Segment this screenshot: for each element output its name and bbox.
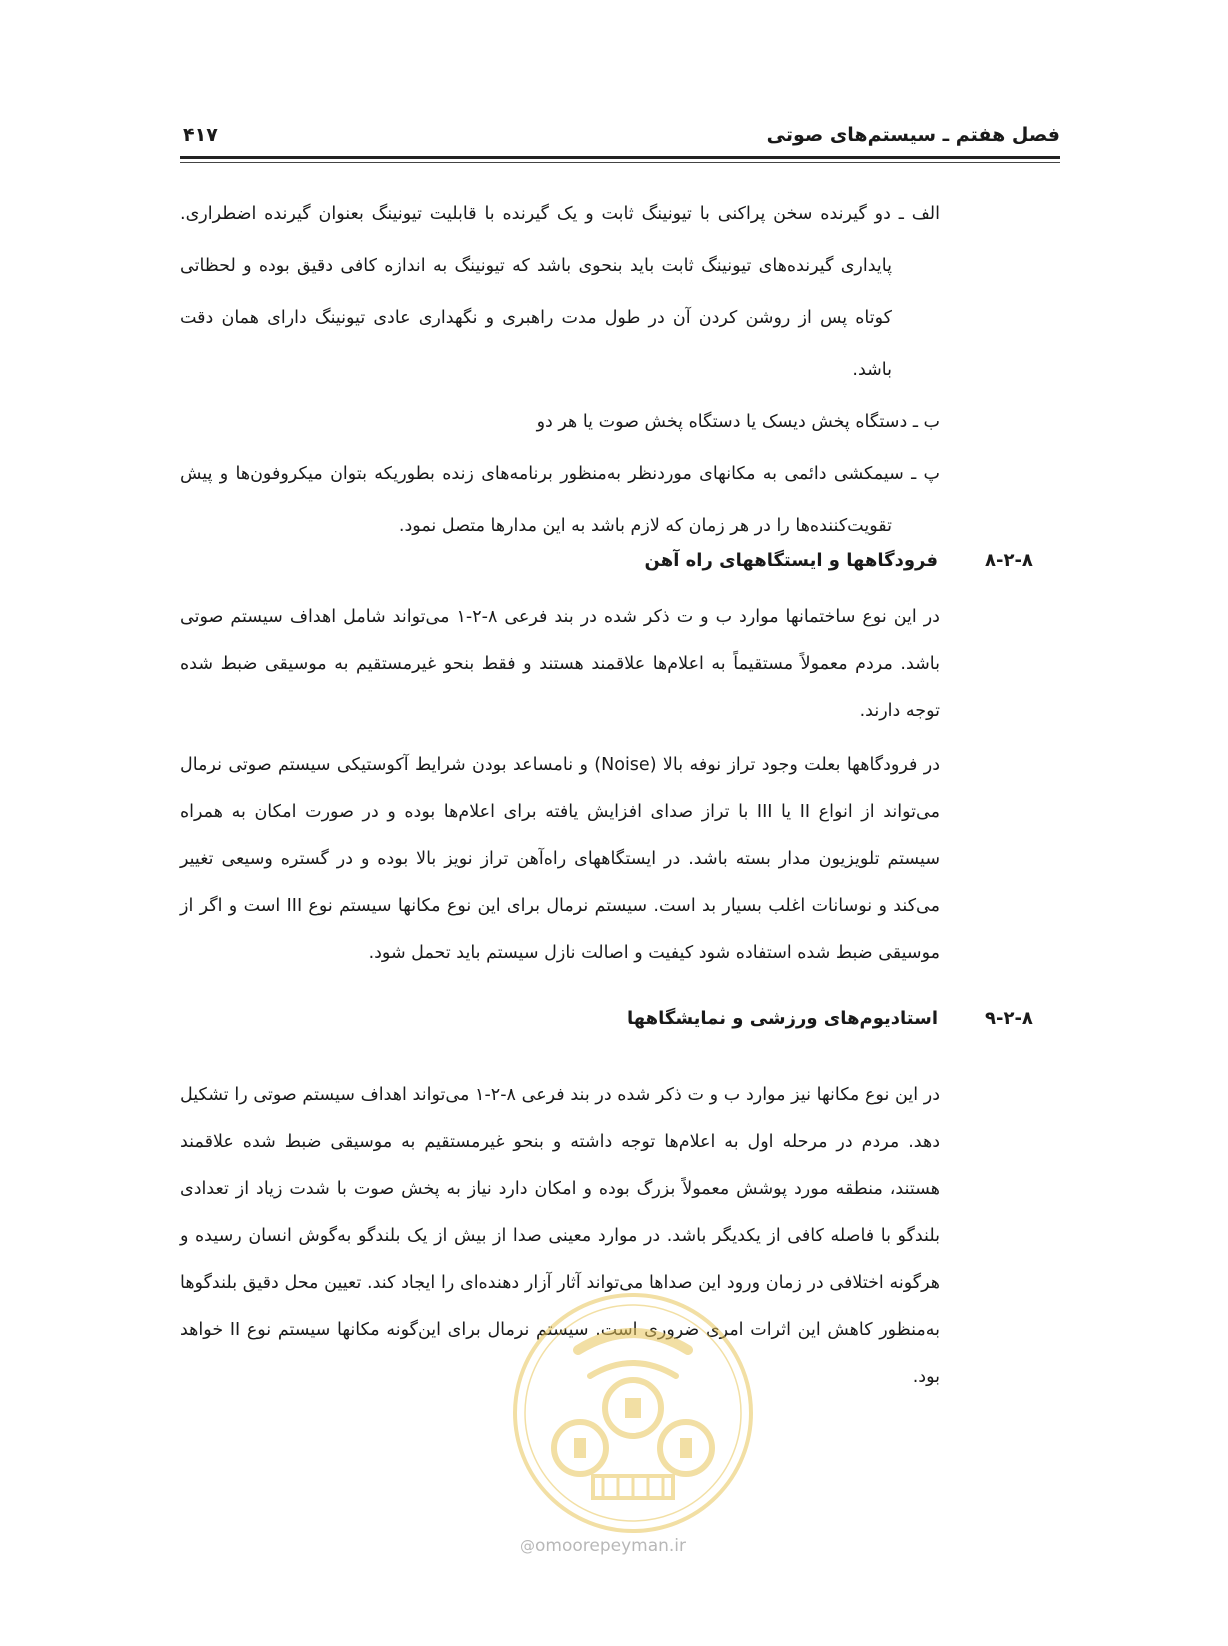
requirements-list <box>180 188 940 552</box>
section-paragraph <box>180 742 940 977</box>
section-number: ۸-۲-۸ <box>985 550 1033 571</box>
list-item: ب ـ دستگاه پخش دیسک یا دستگاه پخش صوت یا هر دو <box>536 412 940 432</box>
watermark-url <box>520 1536 720 1556</box>
section-number: ۹-۲-۸ <box>985 1008 1033 1029</box>
list-item: الف ـ دو گیرنده سخن پراکنی با تیونینگ ثابت و یک گیرنده با قابلیت تیونینگ بعنوان گیرنده اضطراری. پایداری گیرنده‌های تیونینگ ثابت باید بنحوی باشد که تیونینگ به اندازه کافی دقیق بوده و لحظاتی کوتاه پس از روشن کردن آن در طول مدت راهبری و نگهداری عادی تیونینگ دارای همان دقت باشد. <box>180 204 940 380</box>
header-rule-thick <box>180 156 1060 159</box>
chapter-title: فصل هفتم ـ سیستم‌های صوتی <box>766 124 1060 146</box>
section-title: استادیوم‌های ورزشی و نمایشگاهها <box>626 1008 938 1029</box>
watermark-logo <box>508 1288 758 1538</box>
section-title: فرودگاهها و ایستگاههای راه آهن <box>644 550 938 571</box>
list-item: پ ـ سیمکشی دائمی به مکانهای موردنظر به‌منظور برنامه‌های زنده بطوریکه بتوان میکروفون‌ها و پیش تقویت‌کننده‌ها را در هر زمان که لازم باشد به این مدارها متصل نمود. <box>180 464 940 536</box>
paragraph-text: در این نوع ساختمانها موارد ب و ت ذکر شده در بند فرعی ۸-۲-۱ می‌تواند شامل اهداف سیستم صوتی باشد. مردم معمولاً مستقیماً به اعلام‌ها علاقمند هستند و فقط بنحو غیرمستقیم به موسیقی ضبط شده توجه دارند. <box>180 607 940 721</box>
at-icon: @ <box>520 1537 535 1555</box>
section-paragraph <box>180 594 940 735</box>
header-rule-thin <box>180 162 1060 163</box>
watermark-url-text: omoorepeyman.ir <box>535 1536 687 1556</box>
page-header <box>178 120 1060 160</box>
paragraph-text: در این نوع مکانها نیز موارد ب و ت ذکر شده در بند فرعی ۸-۲-۱ می‌تواند اهداف سیستم صوتی را تشکیل دهد. مردم در مرحله اول به اعلام‌ها توجه داشته و بنحو غیرمستقیم به موسیقی ضبط شده علاقمند هستند، منطقه مورد پوشش معمولاً بزرگ بوده و امکان دارد نیاز به پخش صوت با شدت زیاد از تعدادی بلندگو با فاصله کافی از یکدیگر باشد. در موارد معینی صدا از بیش از یک بلندگو به‌گوش انسان رسیده و هرگونه اختلافی در زمان ورود این صداها می‌تواند آثار آزار دهنده‌ای را ایجاد کند. تعیین محل دقیق بلندگوها به‌منظور کاهش این اثرات امری ضروری است. سیستم نرمال برای این‌گونه مکانها سیستم نوع II خواهد بود. <box>180 1085 941 1387</box>
paragraph-text: در فرودگاهها بعلت وجود تراز نوفه بالا (Noise) و نامساعد بودن شرایط آکوستیکی سیستم صوتی نرمال می‌تواند از انواع II یا III با تراز صدای افزایش یافته برای اعلام‌ها بوده و در صورت امکان به همراه سیستم تلویزیون مدار بسته باشد. در ایستگاههای راه‌آهن تراز نویز بالا بوده و در گستره وسیعی تغییر می‌کند و نوسانات اغلب بسیار بد است. سیستم نرمال برای این نوع مکانها سیستم نوع III است و اگر از موسیقی ضبط شده استفاده شود کیفیت و اصالت نازل سیستم باید تحمل شود. <box>180 755 941 963</box>
page-number: ۴۱۷ <box>183 124 218 146</box>
